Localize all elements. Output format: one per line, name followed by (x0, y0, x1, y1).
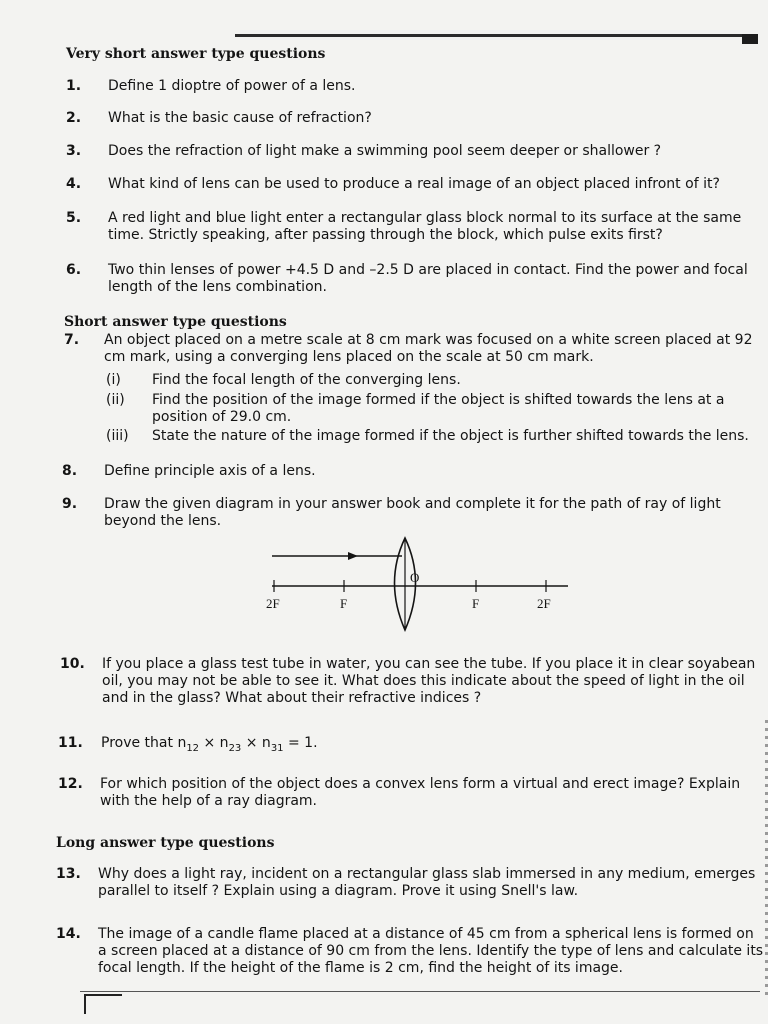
section-heading-short: Short answer type questions (64, 314, 287, 330)
question-number: 6. (66, 262, 82, 278)
part-label: (i) (106, 372, 121, 388)
question-text: Define 1 dioptre of power of a lens. (108, 78, 356, 94)
question-7-part-iii (106, 428, 756, 445)
question-text: For which position of the object does a convex lens form a virtual and erect image? Explain with the help of a ray diagram. (100, 776, 741, 809)
page-number-box (84, 994, 122, 1014)
question-number: 8. (62, 463, 78, 479)
question-text: Does the refraction of light make a swimming pool seem deeper or shallower ? (108, 143, 662, 159)
question-text: Two thin lenses of power +4.5 D and –2.5 D are placed in contact. Find the power and focal length of the lens combination. (108, 262, 748, 295)
question-number: 11. (58, 735, 83, 751)
question-number: 3. (66, 143, 82, 159)
question-text: If you place a glass test tube in water, you can see the tube. If you place it in clear soyabean oil, you may not be able to see it. What does this indicate about the speed of light in the oil and in the glass? What about their refractive indices ? (102, 656, 756, 706)
question-number: 5. (66, 210, 82, 226)
section-heading-very-short: Very short answer type questions (66, 46, 326, 62)
question-text: A red light and blue light enter a rectangular glass block normal to its surface at the same time. Strictly speaking, after passing through the block, which pulse exits first? (108, 210, 742, 243)
part-text: Find the focal length of the converging lens. (152, 372, 461, 388)
question-text: The image of a candle flame placed at a distance of 45 cm from a spherical lens is formed on a screen placed at a distance of 90 cm from the lens. Identify the type of lens and calculate its focal length. If the height of the flame is 2 cm, find the height of its image. (98, 926, 764, 976)
part-text: Find the position of the image formed if the object is shifted towards the lens at a position of 29.0 cm. (152, 392, 725, 425)
question-number: 13. (56, 866, 81, 882)
question-number: 14. (56, 926, 81, 942)
question-number: 10. (60, 656, 85, 672)
formula-times-2: × n (241, 735, 271, 751)
question-7-part-i (106, 372, 756, 389)
question-text: What kind of lens can be used to produce a real image of an object placed infront of it? (108, 176, 720, 192)
optical-centre-label: O (410, 570, 420, 585)
question-text: What is the basic cause of refraction? (108, 110, 372, 126)
formula-times-1: × n (199, 735, 229, 751)
label-2f-left: 2F (266, 596, 280, 611)
question-number: 1. (66, 78, 82, 94)
question-text (101, 735, 701, 757)
page-footer-rule (80, 991, 760, 992)
part-label: (ii) (106, 392, 125, 408)
question-text: An object placed on a metre scale at 8 cm mark was focused on a white screen placed at 92 cm mark, using a converging lens placed on the scale at 50 cm mark. (104, 332, 753, 365)
question-7-part-ii (106, 392, 756, 426)
subscript-23: 23 (228, 742, 242, 754)
question-text: Define principle axis of a lens. (104, 463, 316, 479)
question-text: Draw the given diagram in your answer book and complete it for the path of ray of light beyond the lens. (104, 496, 721, 529)
lens-ray-diagram (262, 534, 572, 634)
page-corner-mark (742, 34, 758, 44)
label-f-right: F (472, 596, 480, 611)
ray-arrow-icon (348, 552, 358, 560)
question-number: 12. (58, 776, 83, 792)
section-heading-long: Long answer type questions (56, 835, 275, 851)
subscript-31: 31 (270, 742, 284, 754)
question-number: 4. (66, 176, 82, 192)
part-text: State the nature of the image formed if the object is further shifted towards the lens. (152, 428, 749, 444)
page-top-rule (235, 34, 755, 37)
formula-prefix: Prove that n (101, 735, 187, 751)
formula-result: = 1. (283, 735, 318, 751)
question-number: 7. (64, 332, 80, 348)
question-number: 2. (66, 110, 82, 126)
label-2f-right: 2F (537, 596, 551, 611)
question-text: Why does a light ray, incident on a rectangular glass slab immersed in any medium, emerges parallel to itself ? Explain using a diagram. Prove it using Snell's law. (98, 866, 756, 899)
question-number: 9. (62, 496, 78, 512)
label-f-left: F (340, 596, 348, 611)
part-label: (iii) (106, 428, 129, 444)
subscript-12: 12 (186, 742, 200, 754)
